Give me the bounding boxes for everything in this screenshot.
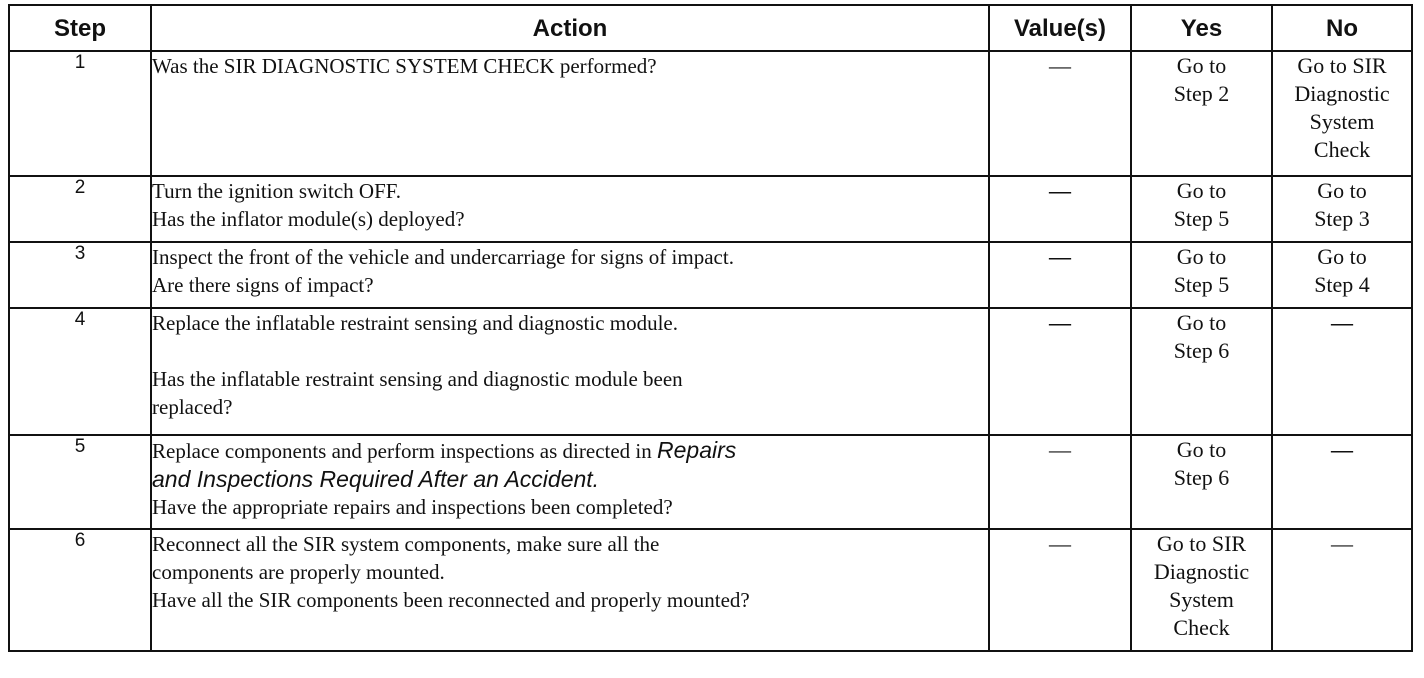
- value-dash: —: [1049, 53, 1071, 78]
- yes-text: Step 6: [1173, 338, 1230, 363]
- action-text: Have the appropriate repairs and inspections been completed?: [152, 495, 673, 519]
- yes-cell: [1131, 435, 1272, 529]
- value-cell: [989, 51, 1131, 176]
- action-text: Has the inflatable restraint sensing and diagnostic module been: [152, 367, 683, 391]
- no-cell: [1272, 51, 1412, 176]
- no-cell: [1272, 242, 1412, 308]
- action-cell: [151, 308, 989, 435]
- step-number: 1: [9, 51, 151, 176]
- table-row: [9, 308, 1412, 435]
- action-text: components are properly mounted.: [152, 560, 445, 584]
- header-no: No: [1272, 5, 1412, 51]
- yes-text: Step 5: [1173, 206, 1230, 231]
- action-text: Has the inflator module(s) deployed?: [152, 207, 465, 231]
- value-dash: —: [1049, 310, 1071, 335]
- no-cell: [1272, 435, 1412, 529]
- action-cell: [151, 435, 989, 529]
- value-dash: —: [1049, 244, 1071, 269]
- action-text: Was the SIR DIAGNOSTIC SYSTEM CHECK performed?: [152, 54, 657, 78]
- action-text: Replace the inflatable restraint sensing and diagnostic module.: [152, 311, 679, 335]
- action-text: Have all the SIR components been reconnected and properly mounted?: [152, 588, 750, 612]
- value-cell: [989, 529, 1131, 651]
- step-number: 2: [9, 176, 151, 242]
- diagnostic-table: [8, 4, 1413, 652]
- value-cell: [989, 308, 1131, 435]
- no-dash: —: [1331, 437, 1353, 462]
- yes-cell: [1131, 529, 1272, 651]
- action-cell: [151, 242, 989, 308]
- yes-cell: [1131, 51, 1272, 176]
- step-number: 4: [9, 308, 151, 435]
- action-reference-italic: Repairs: [657, 437, 737, 463]
- action-text-start: Replace components and perform inspections as directed in: [152, 439, 652, 463]
- value-dash: —: [1049, 178, 1071, 203]
- no-cell: [1272, 529, 1412, 651]
- yes-text: Go to: [1176, 310, 1227, 335]
- action-text: [152, 436, 988, 465]
- yes-text: Check: [1173, 615, 1230, 640]
- action-text: replaced?: [152, 395, 233, 419]
- yes-text: System: [1169, 587, 1234, 612]
- table-row: [9, 242, 1412, 308]
- no-text: Go to SIR: [1297, 53, 1387, 78]
- no-cell: [1272, 176, 1412, 242]
- step-number: 5: [9, 435, 151, 529]
- yes-text: Diagnostic: [1153, 559, 1250, 584]
- no-text: Check: [1313, 137, 1371, 162]
- action-reference-italic: and Inspections Required After an Accident.: [152, 466, 600, 492]
- value-cell: [989, 242, 1131, 308]
- value-cell: [989, 176, 1131, 242]
- header-step: Step: [9, 5, 151, 51]
- header-row: [9, 5, 1412, 51]
- table-row: [9, 51, 1412, 176]
- yes-text: Step 6: [1173, 465, 1230, 490]
- yes-cell: [1131, 308, 1272, 435]
- no-text: Go to: [1317, 178, 1367, 203]
- action-cell: [151, 176, 989, 242]
- no-dash: —: [1331, 310, 1353, 335]
- action-text: Turn the ignition switch OFF.: [152, 179, 401, 203]
- yes-text: Go to: [1176, 437, 1227, 462]
- yes-text: Step 5: [1173, 272, 1230, 297]
- table-row: [9, 529, 1412, 651]
- table-row: [9, 176, 1412, 242]
- yes-cell: [1131, 242, 1272, 308]
- header-action: Action: [151, 5, 989, 51]
- yes-text: Go to: [1176, 178, 1227, 203]
- yes-text: Go to SIR: [1156, 531, 1247, 556]
- no-cell: [1272, 308, 1412, 435]
- header-values: Value(s): [989, 5, 1131, 51]
- no-text: Diagnostic: [1294, 81, 1390, 106]
- no-text: Step 3: [1314, 206, 1370, 231]
- no-text: System: [1309, 109, 1375, 134]
- no-dash: —: [1331, 531, 1353, 556]
- step-number: 6: [9, 529, 151, 651]
- yes-text: Go to: [1176, 244, 1227, 269]
- no-text: Step 4: [1314, 272, 1370, 297]
- action-cell: [151, 529, 989, 651]
- yes-text: Go to: [1176, 53, 1227, 78]
- table-row: [9, 435, 1412, 529]
- action-spacer: [152, 337, 988, 365]
- value-dash: —: [1049, 437, 1071, 462]
- value-cell: [989, 435, 1131, 529]
- action-text: Inspect the front of the vehicle and undercarriage for signs of impact.: [152, 245, 734, 269]
- header-yes: Yes: [1131, 5, 1272, 51]
- no-text: Go to: [1317, 244, 1367, 269]
- action-text: Are there signs of impact?: [152, 273, 374, 297]
- yes-text: Step 2: [1173, 81, 1230, 106]
- action-cell: [151, 51, 989, 176]
- step-number: 3: [9, 242, 151, 308]
- yes-cell: [1131, 176, 1272, 242]
- action-text: Reconnect all the SIR system components, make sure all the: [152, 532, 660, 556]
- value-dash: —: [1049, 531, 1071, 556]
